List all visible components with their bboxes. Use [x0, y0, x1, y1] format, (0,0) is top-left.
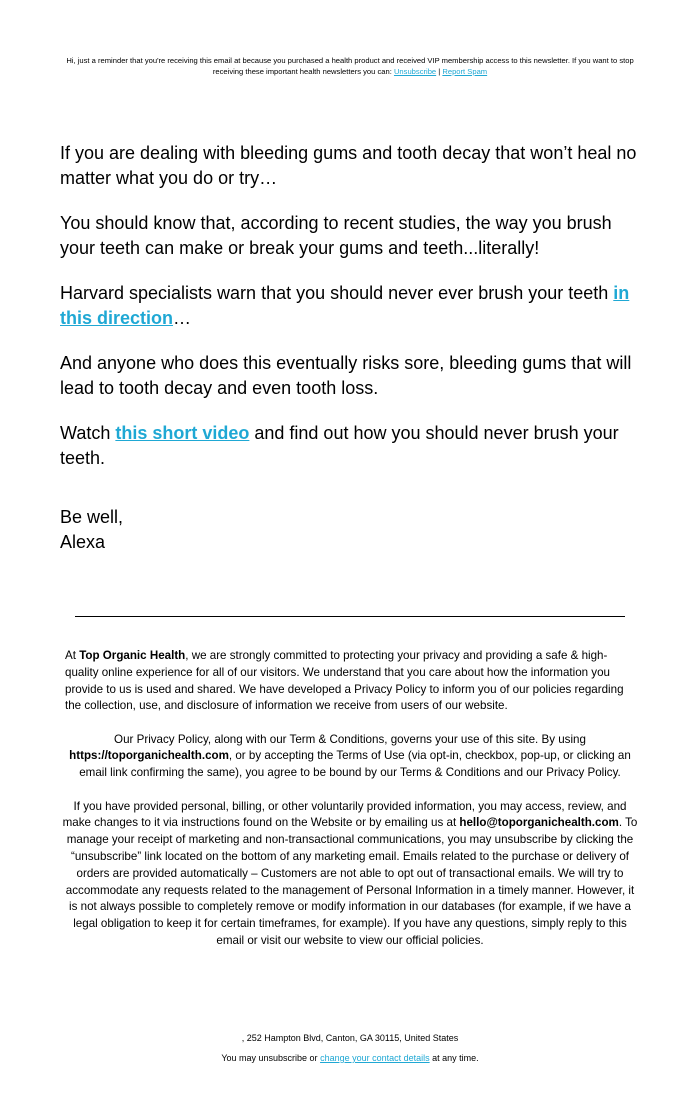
mailing-address: , 252 Hampton Blvd, Canton, GA 30115, United States	[241, 1033, 459, 1043]
body-paragraph-5	[60, 421, 645, 471]
body-paragraph-3-text: Harvard specialists warn that you should never ever brush your teeth	[60, 283, 614, 303]
footer-divider	[75, 616, 625, 617]
footer-p2-lead: Our Privacy Policy, along with our Term & Conditions, governs your use of this site. By using	[114, 732, 586, 746]
body-paragraph-4: And anyone who does this eventually risks sore, bleeding gums that will lead to tooth decay and even tooth loss.	[60, 353, 632, 398]
change-contact-details-link[interactable]: change your contact details	[320, 1053, 430, 1063]
body-paragraph-5-tail: and find out how you should never brush your teeth.	[60, 423, 619, 468]
direction-link[interactable]: in this direction	[60, 283, 630, 328]
report-spam-link[interactable]: Report Spam	[442, 67, 488, 76]
unsubscribe-link[interactable]: Unsubscribe	[393, 67, 437, 76]
unsubscribe-lead: You may unsubscribe or	[221, 1053, 321, 1063]
footer-paragraph-2	[62, 732, 638, 782]
website-url: https://toporganichealth.com	[69, 749, 229, 763]
footer-p3-lead: If you have provided personal, billing, or other voluntarily provided information, you may access, review, and make changes to it via instructions found on the Website or by emailing us at	[62, 799, 627, 830]
body-paragraph-1: If you are dealing with bleeding gums and tooth decay that won’t heal no matter what you do or try…	[60, 143, 637, 188]
unsubscribe-tail: at any time.	[429, 1053, 479, 1063]
body-paragraph-5-text: Watch	[60, 423, 116, 443]
preheader-separator: |	[436, 67, 443, 76]
short-video-link[interactable]: this short video	[115, 423, 250, 443]
footer-paragraph-1	[62, 648, 638, 715]
footer-p3-text: . To manage your receipt of marketing and non-transactional communications, you may unsubscribe by clicking the “unsubscribe” link located on the bottom of any marketing email. Emails related to the purchase or delivery of orders are provided automatically – Customers are not able to opt out of transactional emails. We will try to accommodate any requests related to the management of Personal Information in a timely manner. However, it is not always possible to completely remove or modify information in our databases (for example, if we have a legal obligation to keep it for certain timeframes, for example). If you have any questions, simply reply to this email or visit our website to view our official policies.	[65, 816, 638, 947]
body-paragraph-2: You should know that, according to recent studies, the way you brush your teeth can make or break your gums and teeth...literally!	[60, 213, 612, 258]
brand-name: Top Organic Health	[79, 649, 186, 662]
body-paragraph-3	[60, 281, 645, 331]
signature: Alexa	[60, 532, 106, 552]
signoff-greeting: Be well,	[60, 507, 124, 527]
footer-p1-lead: At	[65, 649, 80, 662]
signoff	[60, 505, 645, 555]
footer-paragraph-3	[62, 799, 638, 950]
email-body	[60, 141, 645, 555]
preheader-text: Hi, just a reminder that you're receiving this email at because you purchased a health product and received VIP membership access to this newsletter. If you want to stop receiving these important health newsletters you can:	[66, 56, 634, 76]
footer-p2-text: , or by accepting the Terms of Use (via opt-in, checkbox, pop-up, or clicking an email link confirming the same), you agree to be bound by our Terms & Conditions and our Privacy Policy.	[79, 749, 631, 780]
contact-email: hello@toporganichealth.com	[459, 816, 619, 830]
preheader-notice	[60, 55, 640, 77]
privacy-footer	[62, 648, 638, 966]
footer-p1-text: , we are strongly committed to protecting your privacy and providing a safe & high-quality online experience for all of our visitors. We understand that you care about how the information you provide to us is used and shared. We have developed a Privacy Policy to inform you of our policies regarding the collection, use, and disclosure of information we receive from users of our website.	[65, 649, 624, 713]
body-paragraph-3-ellipsis: …	[173, 308, 192, 328]
unsubscribe-line	[0, 1052, 700, 1064]
